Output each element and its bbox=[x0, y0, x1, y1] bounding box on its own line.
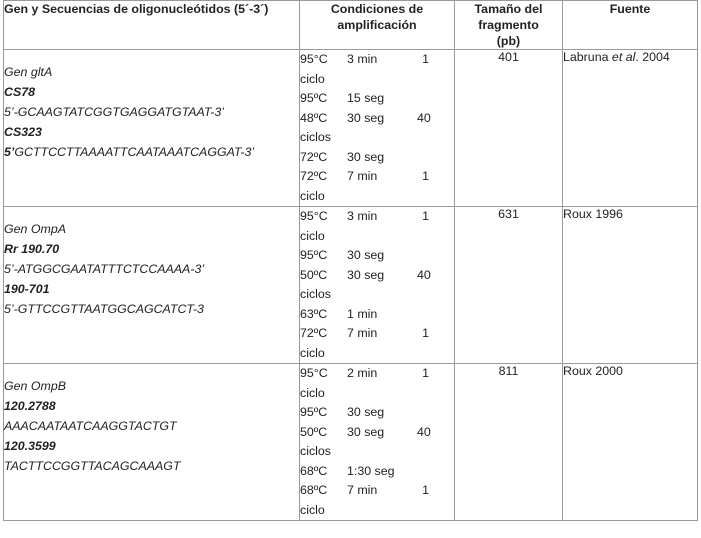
source-text: Labruna bbox=[563, 50, 612, 64]
step-cycle-label: ciclo bbox=[300, 228, 325, 243]
step-temperature: 48ºC bbox=[300, 110, 328, 125]
source-text: Roux 2000 bbox=[563, 364, 623, 378]
step-cycle-count: 1 bbox=[422, 326, 429, 340]
step-cycle-label: ciclo bbox=[300, 71, 325, 86]
header-sequences: Gen y Secuencias de oligonucleótidos (5´-3´) bbox=[4, 1, 300, 50]
step-cycle-label: ciclo bbox=[300, 385, 325, 400]
amplification-step bbox=[300, 481, 454, 520]
step-duration: 1:30 seg bbox=[347, 463, 395, 478]
step-temperature: 68ºC bbox=[300, 483, 328, 497]
header-size-line2: fragmento bbox=[478, 18, 539, 32]
amplification-step bbox=[300, 109, 454, 148]
primer-forward-sequence: AAACAATAATCAAGGTACTGT bbox=[4, 419, 177, 433]
primer-reverse-name: 190-701 bbox=[4, 282, 50, 296]
primer-reverse-sequence: TACTTCCGGTTACAGCAAAGT bbox=[4, 459, 181, 473]
step-duration: 7 min bbox=[347, 169, 378, 183]
fragment-size: 631 bbox=[455, 207, 563, 364]
source-text: Roux 1996 bbox=[563, 207, 623, 221]
source-cell bbox=[563, 207, 698, 364]
step-cycle-count: 1 bbox=[422, 483, 429, 497]
step-cycle-label: ciclos bbox=[300, 287, 331, 301]
gene-name: Gen gltA bbox=[4, 65, 53, 79]
primer-reverse-sequence bbox=[4, 142, 299, 162]
amplification-step bbox=[300, 266, 454, 305]
primer-forward-sequence: 5’-GCAAGTATCGGTGAGGATGTAAT-3’ bbox=[4, 105, 225, 119]
conditions-cell bbox=[300, 364, 455, 521]
sequences-cell bbox=[4, 364, 300, 521]
header-conditions-line2: amplificación bbox=[337, 18, 417, 32]
fragment-size: 401 bbox=[455, 50, 563, 207]
amplification-step bbox=[300, 423, 454, 462]
step-temperature: 72ºC bbox=[300, 149, 328, 164]
step-temperature: 95ºC bbox=[300, 91, 328, 105]
step-temperature: 95°C bbox=[300, 52, 328, 66]
amplification-step bbox=[300, 246, 454, 266]
source-cell bbox=[563, 364, 698, 521]
table-row bbox=[4, 207, 698, 364]
step-duration: 3 min bbox=[347, 52, 378, 66]
gene-name: Gen OmpA bbox=[4, 222, 66, 236]
primer-reverse-sequence: 5’-GTTCCGTTAATGGCAGCATCT-3 bbox=[4, 302, 204, 316]
step-cycle-label: ciclo bbox=[300, 188, 325, 203]
step-duration: 30 seg bbox=[347, 424, 385, 439]
header-size-line3: (pb) bbox=[496, 34, 521, 48]
sequences-cell bbox=[4, 207, 300, 364]
conditions-cell bbox=[300, 50, 455, 207]
primer-forward-sequence: 5’-ATGGCGAATATTTCTCCAAAA-3’ bbox=[4, 262, 205, 276]
step-cycle-count: 1 bbox=[422, 209, 429, 223]
header-conditions bbox=[300, 1, 455, 50]
primer-reverse-body: GCTTCCTTAAAATTCAATAAATCAGGAT-3’ bbox=[14, 145, 255, 159]
source-suffix: . 2004 bbox=[635, 50, 670, 64]
primer-forward-name: CS78 bbox=[4, 85, 35, 99]
step-duration: 30 seg bbox=[347, 110, 385, 125]
step-temperature: 50ºC bbox=[300, 424, 328, 439]
step-cycle-count: 1 bbox=[422, 52, 429, 66]
step-cycle-count: 1 bbox=[422, 366, 429, 380]
header-conditions-line1: Condiciones de bbox=[330, 2, 424, 16]
amplification-step bbox=[300, 364, 454, 403]
amplification-step bbox=[300, 167, 454, 206]
table-row bbox=[4, 364, 698, 521]
amplification-step bbox=[300, 462, 454, 482]
step-cycle-label: ciclo bbox=[300, 502, 325, 517]
step-cycle-count: 1 bbox=[422, 169, 429, 183]
step-temperature: 95ºC bbox=[300, 248, 328, 262]
step-duration: 3 min bbox=[347, 209, 378, 223]
fragment-size: 811 bbox=[455, 364, 563, 521]
primer-reverse-name: CS323 bbox=[4, 125, 42, 139]
gene-name: Gen OmpB bbox=[4, 379, 66, 393]
step-duration: 15 seg bbox=[347, 91, 385, 105]
source-italic: et al bbox=[611, 50, 636, 64]
primer-reverse-name: 120.3599 bbox=[4, 439, 56, 453]
amplification-step bbox=[300, 403, 454, 423]
source-cell bbox=[563, 50, 698, 207]
amplification-step bbox=[300, 305, 454, 325]
header-source: Fuente bbox=[563, 1, 698, 50]
step-temperature: 68ºC bbox=[300, 463, 328, 478]
step-cycle-count: 40 bbox=[417, 267, 431, 282]
primer-reverse-prefix: 5’ bbox=[4, 145, 15, 159]
amplification-step bbox=[300, 89, 454, 109]
step-temperature: 95°C bbox=[300, 209, 328, 223]
step-duration: 2 min bbox=[347, 366, 378, 380]
step-duration: 30 seg bbox=[347, 248, 385, 262]
step-cycle-count: 40 bbox=[417, 110, 431, 125]
amplification-step bbox=[300, 207, 454, 246]
table-row bbox=[4, 50, 698, 207]
header-size-line1: Tamaño del bbox=[474, 2, 543, 16]
table-header-row bbox=[4, 1, 698, 50]
conditions-cell bbox=[300, 207, 455, 364]
amplification-step bbox=[300, 50, 454, 89]
primer-forward-name: Rr 190.70 bbox=[4, 242, 60, 256]
primer-forward-name: 120.2788 bbox=[4, 399, 56, 413]
step-duration: 1 min bbox=[347, 306, 378, 321]
header-size bbox=[455, 1, 563, 50]
step-temperature: 50ºC bbox=[300, 267, 328, 282]
sequences-cell bbox=[4, 50, 300, 207]
step-cycle-label: ciclos bbox=[300, 130, 331, 144]
step-temperature: 95ºC bbox=[300, 405, 328, 419]
pcr-conditions-table bbox=[3, 0, 698, 521]
step-duration: 7 min bbox=[347, 326, 378, 340]
step-cycle-label: ciclo bbox=[300, 345, 325, 360]
amplification-step bbox=[300, 324, 454, 363]
step-temperature: 95°C bbox=[300, 366, 328, 380]
step-duration: 30 seg bbox=[347, 149, 385, 164]
step-duration: 30 seg bbox=[347, 405, 385, 419]
step-temperature: 72ºC bbox=[300, 169, 328, 183]
step-cycle-count: 40 bbox=[417, 424, 431, 439]
step-cycle-label: ciclos bbox=[300, 444, 331, 458]
step-duration: 30 seg bbox=[347, 267, 385, 282]
step-temperature: 72ºC bbox=[300, 326, 328, 340]
step-temperature: 63ºC bbox=[300, 306, 328, 321]
step-duration: 7 min bbox=[347, 483, 378, 497]
amplification-step bbox=[300, 148, 454, 168]
